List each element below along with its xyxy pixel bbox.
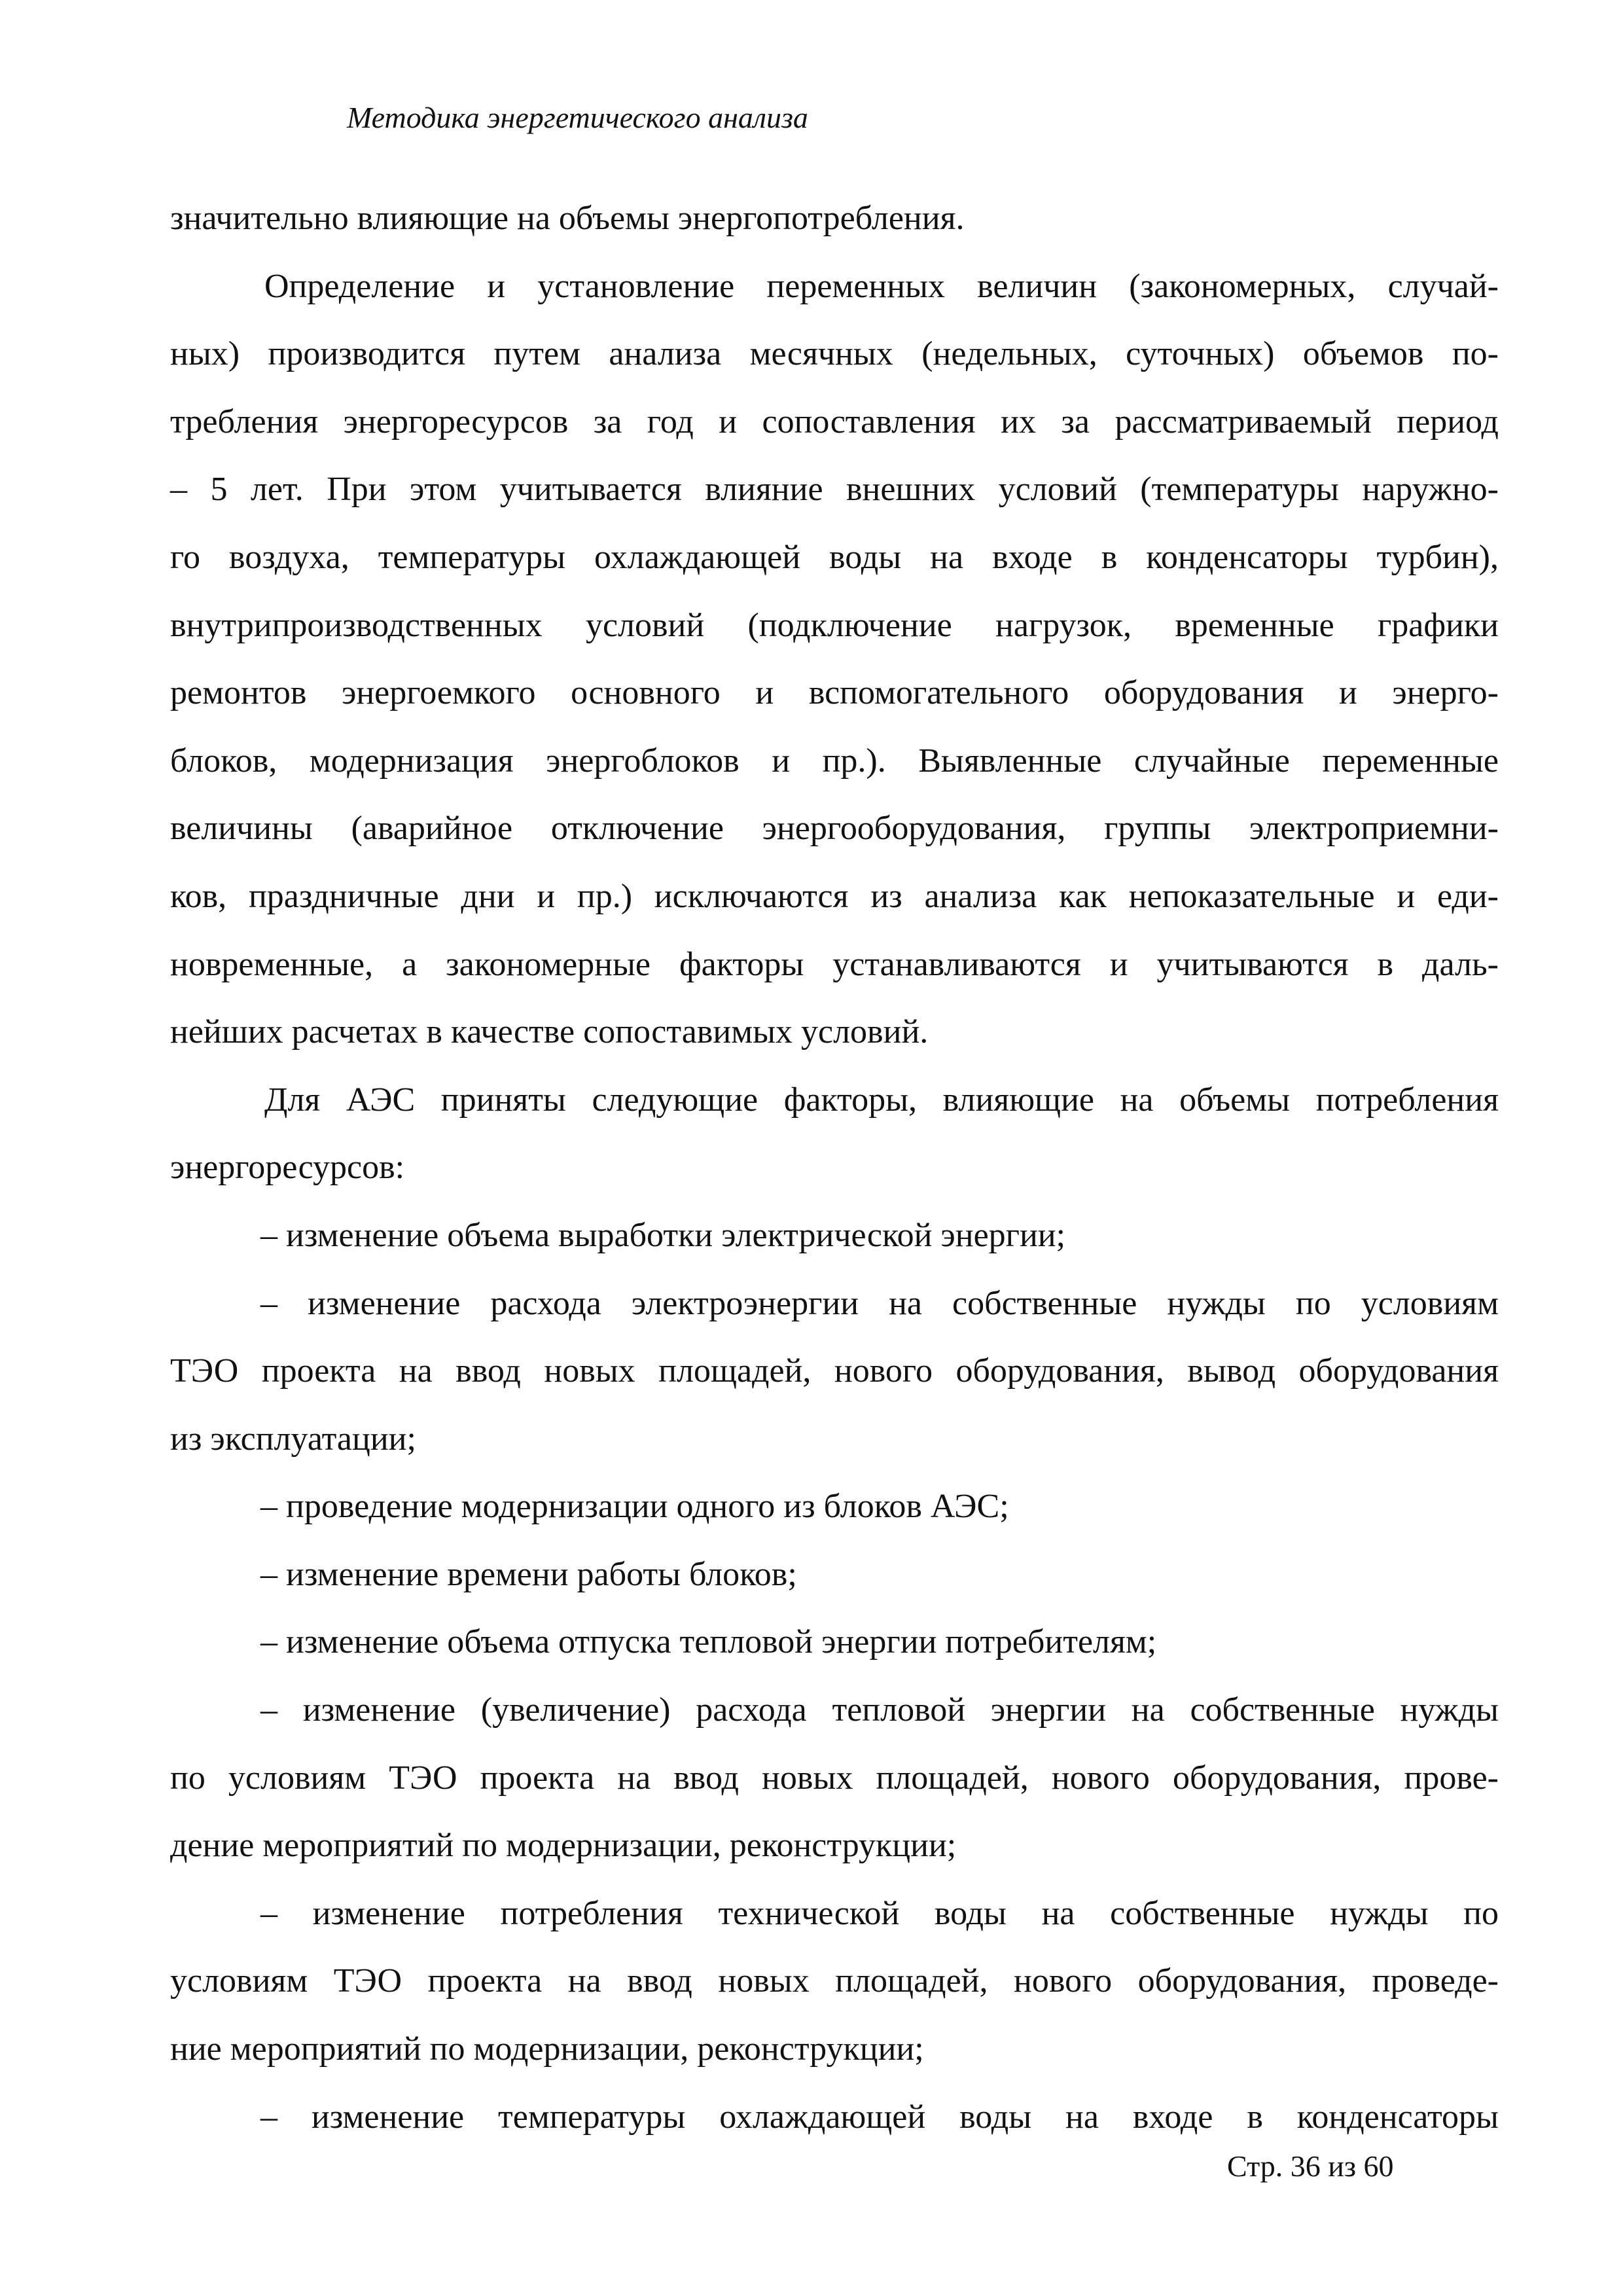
text-line: дение мероприятий по модернизации, реконструкции; [170, 1827, 957, 1865]
text-line: новременные, а закономерные факторы устанавливаются и учитываются в даль- [170, 945, 1499, 983]
list-item: – изменение объема отпуска тепловой энергии потребителям; [260, 1623, 1157, 1661]
list-item: – изменение (увеличение) расхода тепловой энергии на собственные нужды [260, 1691, 1499, 1729]
text-line: внутрипроизводственных условий (подключение нагрузок, временные графики [170, 606, 1499, 644]
text-line: го воздуха, температуры охлаждающей воды на входе в конденсаторы турбин), [170, 538, 1499, 576]
page-number: Стр. 36 из 60 [1227, 2149, 1394, 2183]
text-line: ТЭО проекта на ввод новых площадей, нового оборудования, вывод оборудования [170, 1352, 1499, 1390]
text-line: из эксплуатации; [170, 1420, 416, 1458]
text-line: ков, праздничные дни и пр.) исключаются из анализа как непоказательные и еди- [170, 877, 1499, 915]
list-item: – изменение температуры охлаждающей воды на входе в конденсаторы [260, 2098, 1499, 2136]
text-line: Определение и установление переменных величин (закономерных, случай- [264, 267, 1499, 305]
text-line: нейших расчетах в качестве сопоставимых условий. [170, 1013, 929, 1051]
list-item: – изменение времени работы блоков; [260, 1555, 797, 1593]
text-line: по условиям ТЭО проекта на ввод новых площадей, нового оборудования, прове- [170, 1759, 1499, 1797]
text-line: ных) производится путем анализа месячных (недельных, суточных) объемов по- [170, 335, 1499, 373]
text-line: блоков, модернизация энергоблоков и пр.). Выявленные случайные переменные [170, 742, 1499, 780]
text-line: ние мероприятий по модернизации, реконструкции; [170, 2030, 924, 2068]
text-line: Для АЭС приняты следующие факторы, влияющие на объемы потребления [264, 1081, 1499, 1119]
text-line: условиям ТЭО проекта на ввод новых площадей, нового оборудования, проведе- [170, 1962, 1499, 2000]
text-line: – 5 лет. При этом учитывается влияние внешних условий (температуры наружно- [170, 471, 1499, 509]
text-line: значительно влияющие на объемы энергопотребления. [170, 200, 965, 237]
list-item: – изменение объема выработки электрической энергии; [260, 1216, 1066, 1254]
text-line: энергоресурсов: [170, 1149, 405, 1187]
text-line: величины (аварийное отключение энергооборудования, группы электроприемни- [170, 810, 1499, 848]
list-item: – изменение расхода электроэнергии на собственные нужды по условиям [260, 1284, 1499, 1322]
text-line: ремонтов энергоемкого основного и вспомогательного оборудования и энерго- [170, 674, 1499, 712]
list-item: – проведение модернизации одного из блоков АЭС; [260, 1488, 1009, 1526]
running-header: Методика энергетического анализа [347, 101, 808, 134]
list-item: – изменение потребления технической воды на собственные нужды по [260, 1894, 1499, 1932]
text-line: требления энергоресурсов за год и сопоставления их за рассматриваемый период [170, 403, 1499, 440]
body-text [170, 185, 1499, 2151]
